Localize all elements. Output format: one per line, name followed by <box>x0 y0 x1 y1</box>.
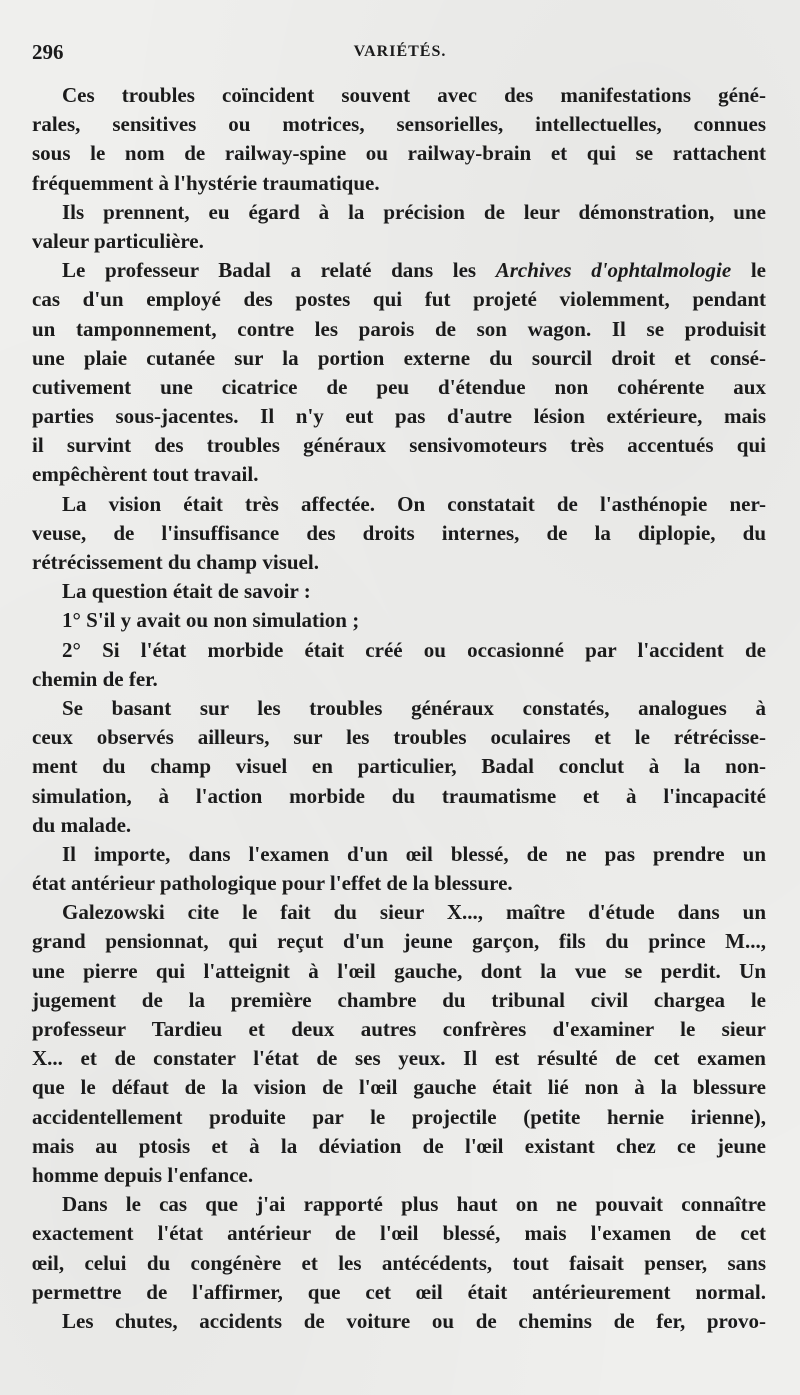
text-line: œil, celui du congénère et les antécédents, tout faisait penser, sans <box>32 1250 766 1275</box>
text-line: parties sous-jacentes. Il n'y eut pas d'autre lésion extérieure, mais <box>32 404 766 429</box>
text-line: cutivement une cicatrice de peu d'étendue non cohérente aux <box>32 374 766 399</box>
text-line: chemin de fer. <box>32 666 158 691</box>
text-line: une pierre qui l'atteignit à l'œil gauche, dont la vue se perdit. Un <box>32 958 766 983</box>
body-text <box>32 81 766 1336</box>
text-line: sous le nom de railway-spine ou railway-brain et qui se rattachent <box>32 141 766 166</box>
text-line: 2° Si l'état morbide était créé ou occasionné par l'accident de <box>62 637 766 662</box>
text-line: La vision était très affectée. On constatait de l'asthénopie ner- <box>62 491 766 516</box>
text-line: Les chutes, accidents de voiture ou de chemins de fer, provo- <box>62 1308 766 1333</box>
text-segment: Le professeur Badal a relaté dans les <box>62 258 496 283</box>
text-line: il survint des troubles généraux sensivomoteurs très accentués qui <box>32 433 766 458</box>
text-line: X... et de constater l'état de ses yeux. Il est résulté de cet examen <box>32 1046 766 1071</box>
text-line: permettre de l'affirmer, que cet œil était antérieurement normal. <box>32 1279 766 1304</box>
text-line <box>32 256 766 285</box>
text-line: jugement de la première chambre du tribunal civil chargea le <box>32 987 766 1012</box>
text-line: empêchèrent tout travail. <box>32 462 259 487</box>
text-line: accidentellement produite par le projectile (petite hernie irienne), <box>32 1104 766 1129</box>
text-line: Se basant sur les troubles généraux constatés, analogues à <box>62 695 766 720</box>
text-line: Galezowski cite le fait du sieur X..., maître d'étude dans un <box>62 900 766 925</box>
text-line: La question était de savoir : <box>62 579 311 604</box>
text-line: rales, sensitives ou motrices, sensorielles, intellectuelles, connues <box>32 112 766 137</box>
text-line: du malade. <box>32 812 132 837</box>
page-header <box>32 40 768 70</box>
text-line: Dans le cas que j'ai rapporté plus haut on ne pouvait connaître <box>62 1192 766 1217</box>
text-line: ceux observés ailleurs, sur les troubles oculaires et le rétrécisse- <box>32 725 766 750</box>
text-line: simulation, à l'action morbide du traumatisme et à l'incapacité <box>32 783 766 808</box>
text-line: professeur Tardieu et deux autres confrères d'examiner le sieur <box>32 1017 766 1041</box>
journal-title: Archives d'ophtalmologie <box>495 258 732 283</box>
text-line: valeur particulière. <box>32 228 204 253</box>
text-line: cas d'un employé des postes qui fut projeté violemment, pendant <box>32 287 766 312</box>
text-line: état antérieur pathologique pour l'effet de la blessure. <box>32 871 513 896</box>
page-number: 296 <box>32 40 64 64</box>
running-head: VARIÉTÉS. <box>353 43 447 60</box>
text-line: veuse, de l'insuffisance des droits internes, de la diplopie, du <box>32 520 766 545</box>
text-line: exactement l'état antérieur de l'œil blessé, mais l'examen de cet <box>32 1221 766 1246</box>
text-line: Ces troubles coïncident souvent avec des manifestations géné- <box>62 83 766 107</box>
text-line: Il importe, dans l'examen d'un œil blessé, de ne pas prendre un <box>62 841 766 866</box>
text-segment: le <box>731 258 767 283</box>
text-line: un tamponnement, contre les parois de son wagon. Il se produisit <box>32 316 766 341</box>
text-line: que le défaut de la vision de l'œil gauche était lié non à la blessure <box>32 1075 766 1100</box>
text-line: Ils prennent, eu égard à la précision de leur démonstration, une <box>62 199 766 224</box>
text-line: homme depuis l'enfance. <box>32 1162 254 1187</box>
text-line: rétrécissement du champ visuel. <box>32 550 319 574</box>
text-line: une plaie cutanée sur la portion externe du sourcil droit et consé- <box>32 345 766 370</box>
text-line: grand pensionnat, qui reçut d'un jeune garçon, fils du prince M..., <box>32 929 766 954</box>
text-line: ment du champ visuel en particulier, Badal conclut à la non- <box>32 754 766 779</box>
text-line: mais au ptosis et à la déviation de l'œil existant chez ce jeune <box>32 1133 766 1158</box>
text-line: fréquemment à l'hystérie traumatique. <box>32 170 380 195</box>
text-line: 1° S'il y avait ou non simulation ; <box>62 608 360 633</box>
